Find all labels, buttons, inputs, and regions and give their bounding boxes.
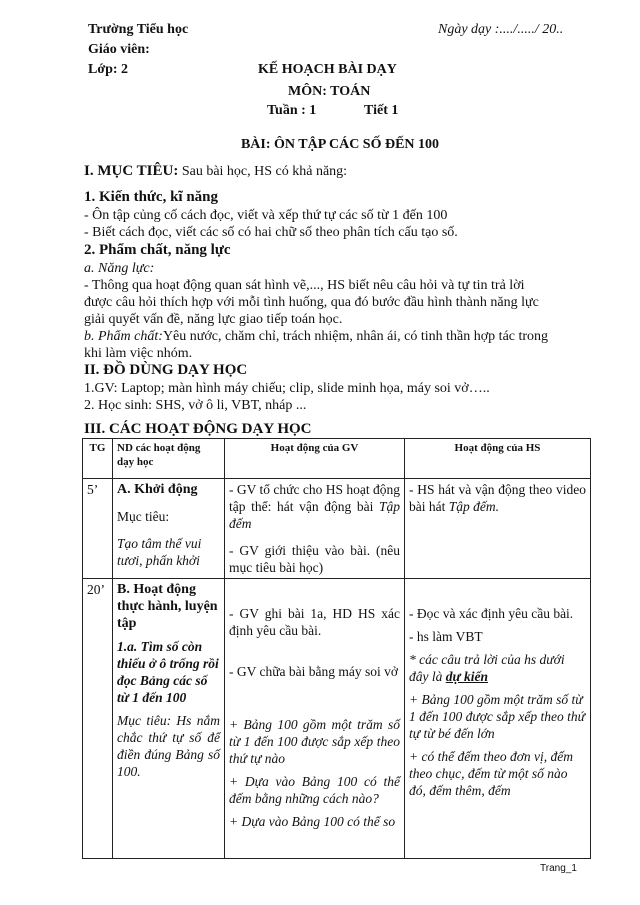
row1-teacher-item-2: - GV giới thiệu vào bài. (nêu mục tiêu bài học) bbox=[229, 543, 400, 575]
header-content: ND các hoạt động dạy học bbox=[113, 439, 225, 479]
quality-line-1 bbox=[84, 328, 548, 345]
materials-heading: II. ĐỒ DÙNG DẠY HỌC bbox=[84, 362, 248, 378]
row2-student-item-5: + có thể đếm theo đơn vị, đếm theo chục, đếm từ một số nào đó, đếm thêm, đếm bbox=[409, 749, 574, 798]
header-student: Hoạt động của HS bbox=[405, 439, 591, 479]
row1-hs-text: - HS hát và vận động theo video bài hát bbox=[409, 482, 586, 514]
grade-label: Lớp: 2 bbox=[88, 62, 129, 77]
row1-content bbox=[113, 479, 225, 579]
knowledge-item-1: - Ôn tập củng cố cách đọc, viết và xếp thứ tự các số từ 1 đến 100 bbox=[84, 208, 448, 223]
subject-title: MÔN: TOÁN bbox=[288, 84, 371, 99]
competence-label: a. Năng lực: bbox=[84, 261, 155, 276]
row2-teacher-item-2: - GV chữa bài bằng máy soi vở bbox=[229, 664, 399, 679]
row2-content bbox=[113, 579, 225, 859]
row2-teacher bbox=[225, 579, 405, 859]
quality-label: b. Phẩm chất: bbox=[84, 329, 163, 344]
row2-student-item-1: - Đọc và xác định yêu cầu bài. bbox=[409, 606, 574, 621]
warmup-title: A. Khởi động bbox=[117, 482, 198, 497]
period-label: Tiết 1 bbox=[364, 103, 399, 118]
table-row bbox=[83, 579, 591, 859]
table-row bbox=[83, 479, 591, 579]
objectives-intro: Sau bài học, HS có khả năng: bbox=[178, 164, 348, 179]
materials-gv: 1.GV: Laptop; màn hình máy chiếu; clip, slide minh họa, máy soi vở….. bbox=[84, 381, 490, 396]
header-time: TG bbox=[83, 439, 113, 479]
activities-table bbox=[82, 438, 591, 859]
competence-line-1: - Thông qua hoạt động quan sát hình vẽ,..., HS biết nêu câu hỏi và tự tin trả lời bbox=[84, 278, 525, 293]
practice-title: B. Hoạt động thực hành, luyện tập bbox=[117, 582, 218, 631]
row1-teacher bbox=[225, 479, 405, 579]
row1-teacher-item-1 bbox=[229, 481, 400, 532]
warmup-goal-label: Mục tiêu: bbox=[117, 509, 170, 524]
row2-time: 20’ bbox=[83, 579, 113, 859]
knowledge-heading: 1. Kiến thức, kĩ năng bbox=[84, 189, 219, 205]
objectives-section bbox=[84, 163, 594, 180]
teaching-date: Ngày dạy :..../...../ 20.. bbox=[438, 22, 564, 37]
practice-goal: Mục tiêu: Hs nắm chắc thứ tự số để điền đúng Bảng số 100. bbox=[117, 713, 220, 779]
week-label: Tuần : 1 bbox=[267, 103, 317, 118]
teacher-label: Giáo viên: bbox=[88, 42, 150, 57]
row2-student bbox=[405, 579, 591, 859]
practice-subtitle: 1.a. Tìm số còn thiếu ở ô trống rồi đọc Bảng các số từ 1 đến 100 bbox=[117, 639, 219, 705]
row1-student bbox=[405, 479, 591, 579]
plan-title: KẾ HOẠCH BÀI DẠY bbox=[258, 62, 397, 77]
quality-text: Yêu nước, chăm chỉ, trách nhiệm, nhân ái, có tinh thần hợp tác trong bbox=[162, 329, 549, 344]
lesson-title: BÀI: ÔN TẬP CÁC SỐ ĐẾN 100 bbox=[240, 137, 440, 152]
row1-gv-song: Tập đếm bbox=[229, 499, 400, 531]
row2-student-item-4: + Bảng 100 gồm một trăm số từ 1 đến 100 được sắp xếp theo thứ tự từ bé đến lớn bbox=[409, 692, 586, 741]
row2-hs-expected: dự kiến bbox=[445, 669, 488, 684]
row2-student-item-2: - hs làm VBT bbox=[409, 629, 483, 644]
school-name: Trường Tiểu học bbox=[88, 22, 189, 37]
row1-gv-text: - GV tổ chức cho HS hoạt động tập thể: hát vận động bài bbox=[229, 482, 400, 514]
quality-heading: 2. Phẩm chất, năng lực bbox=[84, 242, 231, 258]
objectives-heading: I. MỤC TIÊU: bbox=[84, 163, 179, 179]
materials-hs: 2. Học sinh: SHS, vở ô li, VBT, nháp ... bbox=[84, 398, 307, 413]
warmup-goal: Tạo tâm thế vui tươi, phấn khởi bbox=[117, 536, 202, 568]
row2-teacher-item-3: + Bảng 100 gồm một trăm số từ 1 đến 100 được sắp xếp theo thứ tự nào bbox=[229, 717, 400, 766]
row1-hs-song: Tập đếm. bbox=[448, 499, 499, 514]
row2-student-item-3 bbox=[409, 651, 586, 685]
row2-hs-note: * các câu trả lời của hs dưới đây là bbox=[409, 652, 565, 684]
row2-teacher-item-5: + Dựa vào Bảng 100 có thể so bbox=[229, 814, 396, 829]
knowledge-item-2: - Biết cách đọc, viết các số có hai chữ số theo phân tích cấu tạo số. bbox=[84, 225, 458, 240]
quality-line-2: khi làm việc nhóm. bbox=[84, 346, 193, 361]
page-number: Trang_1 bbox=[540, 863, 577, 874]
row2-teacher-item-1: - GV ghi bài 1a, HD HS xác định yêu cầu bài. bbox=[229, 606, 400, 638]
competence-line-2: được câu hỏi thích hợp với mỗi tình huống, qua đó bước đầu hình thành năng lực bbox=[84, 295, 539, 310]
header-teacher: Hoạt động của GV bbox=[225, 439, 405, 479]
table-header-row bbox=[83, 439, 591, 479]
activities-heading: III. CÁC HOẠT ĐỘNG DẠY HỌC bbox=[84, 421, 312, 437]
competence-line-3: giải quyết vấn đề, năng lực giao tiếp toán học. bbox=[84, 312, 343, 327]
row2-teacher-item-4: + Dựa vào Bảng 100 có thể đếm bằng những cách nào? bbox=[229, 774, 400, 806]
row1-time: 5’ bbox=[83, 479, 113, 579]
